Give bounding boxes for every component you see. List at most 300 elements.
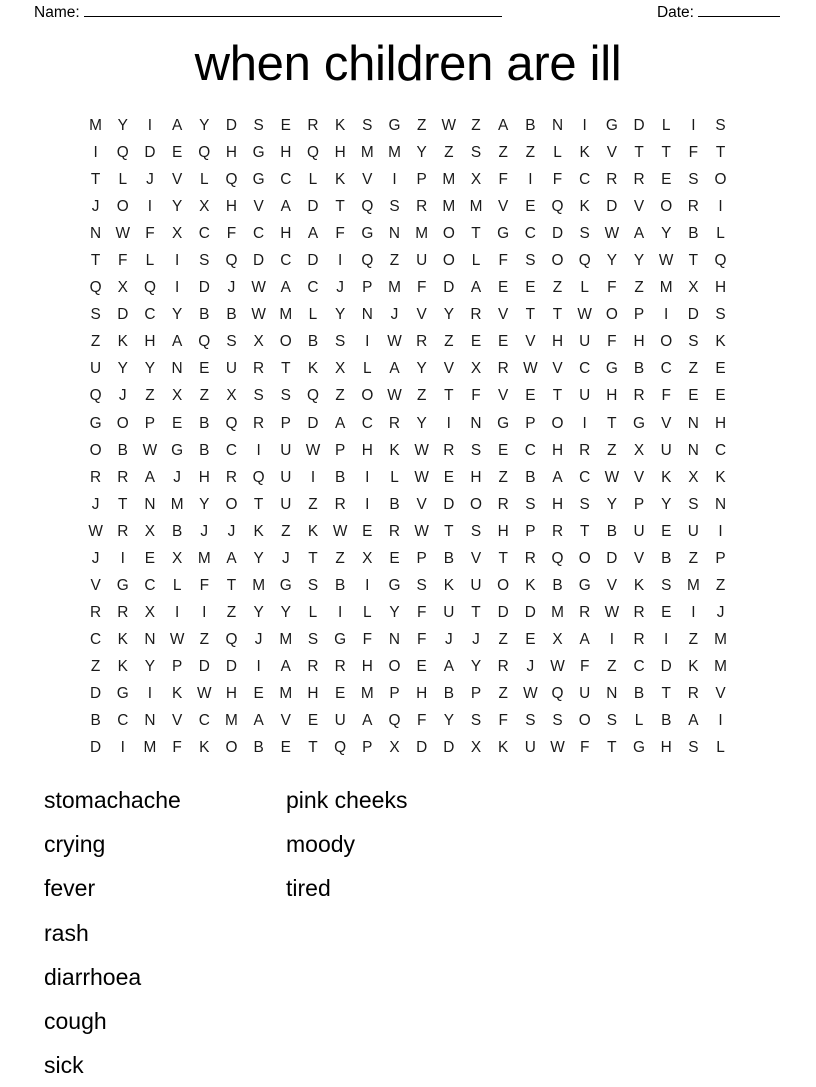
grid-letter[interactable]: Q	[198, 144, 211, 162]
grid-letter[interactable]: K	[633, 576, 645, 594]
grid-letter[interactable]: H	[416, 685, 428, 702]
grid-letter[interactable]: C	[280, 171, 292, 189]
grid-letter[interactable]: S	[470, 522, 482, 540]
grid-letter[interactable]: Z	[688, 360, 699, 378]
grid-letter[interactable]: X	[470, 171, 482, 189]
grid-letter[interactable]: D	[307, 198, 319, 216]
grid-letter[interactable]: C	[524, 225, 536, 243]
grid-letter[interactable]: B	[389, 495, 400, 513]
grid-letter[interactable]: Q	[551, 549, 564, 567]
grid-letter[interactable]: C	[579, 468, 591, 486]
grid-letter[interactable]: U	[334, 712, 346, 730]
grid-letter[interactable]: Y	[171, 198, 183, 216]
grid-letter[interactable]: I	[337, 603, 343, 621]
grid-letter[interactable]: X	[144, 603, 156, 621]
grid-letter[interactable]: F	[362, 630, 372, 648]
grid-letter[interactable]: X	[362, 549, 373, 567]
grid-letter[interactable]: P	[633, 306, 645, 324]
grid-letter[interactable]: Z	[715, 576, 726, 594]
grid-letter[interactable]: V	[633, 468, 645, 486]
grid-letter[interactable]: M	[686, 576, 700, 594]
grid-letter[interactable]: I	[718, 198, 723, 216]
grid-letter[interactable]: N	[144, 495, 156, 513]
grid-letter[interactable]: Q	[334, 739, 347, 757]
grid-letter[interactable]: Q	[361, 198, 374, 216]
grid-letter[interactable]: T	[118, 495, 128, 513]
grid-letter[interactable]: U	[660, 441, 672, 459]
word-list-item[interactable]: rash	[44, 919, 89, 946]
grid-letter[interactable]: S	[688, 495, 699, 513]
grid-letter[interactable]: E	[335, 685, 346, 702]
grid-letter[interactable]: H	[361, 441, 373, 459]
grid-letter[interactable]: R	[443, 441, 455, 459]
grid-letter[interactable]: J	[91, 549, 100, 567]
grid-letter[interactable]: A	[307, 225, 319, 243]
grid-letter[interactable]: C	[253, 225, 265, 243]
grid-letter[interactable]: M	[360, 144, 374, 162]
grid-letter[interactable]: O	[470, 495, 482, 513]
grid-letter[interactable]: R	[633, 171, 645, 189]
grid-letter[interactable]: I	[365, 576, 370, 594]
grid-letter[interactable]: F	[416, 279, 427, 297]
grid-letter[interactable]: N	[388, 630, 401, 648]
grid-letter[interactable]: R	[225, 468, 237, 486]
grid-letter[interactable]: G	[605, 117, 618, 135]
grid-letter[interactable]: J	[472, 630, 480, 648]
grid-letter[interactable]: K	[715, 468, 726, 486]
grid-letter[interactable]: K	[389, 441, 400, 459]
grid-letter[interactable]: J	[254, 630, 263, 648]
grid-letter[interactable]: T	[90, 252, 101, 270]
grid-letter[interactable]: S	[715, 117, 726, 135]
grid-letter[interactable]: A	[470, 279, 482, 297]
grid-letter[interactable]: T	[281, 360, 291, 378]
grid-letter[interactable]: H	[280, 225, 292, 243]
grid-letter[interactable]: J	[146, 171, 154, 189]
grid-letter[interactable]: Y	[117, 117, 128, 135]
grid-letter[interactable]: I	[120, 739, 125, 757]
grid-letter[interactable]: B	[661, 549, 672, 567]
grid-letter[interactable]: Z	[688, 630, 699, 648]
grid-letter[interactable]: T	[579, 522, 590, 540]
grid-letter[interactable]: G	[497, 414, 510, 432]
grid-letter[interactable]: W	[414, 522, 429, 540]
grid-letter[interactable]: F	[688, 144, 699, 162]
grid-letter[interactable]: C	[144, 576, 156, 594]
grid-letter[interactable]: E	[525, 279, 536, 297]
grid-letter[interactable]: F	[471, 387, 481, 405]
grid-letter[interactable]: H	[551, 333, 564, 351]
grid-letter[interactable]: I	[310, 468, 316, 486]
grid-letter[interactable]: B	[633, 360, 645, 378]
grid-letter[interactable]: D	[253, 252, 265, 270]
grid-letter[interactable]: H	[497, 522, 509, 540]
grid-letter[interactable]: G	[279, 576, 292, 594]
grid-letter[interactable]: L	[145, 252, 155, 270]
grid-letter[interactable]: N	[144, 630, 156, 648]
grid-letter[interactable]: W	[142, 441, 158, 459]
grid-letter[interactable]: O	[660, 198, 673, 216]
grid-letter[interactable]: Q	[89, 387, 102, 405]
grid-letter[interactable]: X	[253, 333, 264, 351]
grid-letter[interactable]: O	[578, 712, 591, 730]
grid-letter[interactable]: P	[389, 685, 400, 702]
grid-letter[interactable]: U	[225, 360, 237, 378]
grid-letter[interactable]: L	[363, 360, 372, 378]
grid-letter[interactable]: X	[171, 549, 183, 567]
grid-letter[interactable]: M	[659, 279, 673, 297]
grid-letter[interactable]: T	[607, 739, 617, 757]
grid-letter[interactable]: H	[551, 441, 564, 459]
grid-letter[interactable]: M	[388, 144, 401, 162]
grid-letter[interactable]: M	[415, 225, 429, 243]
grid-letter[interactable]: S	[335, 333, 346, 351]
grid-letter[interactable]: O	[497, 576, 510, 594]
grid-letter[interactable]: D	[687, 306, 699, 324]
grid-letter[interactable]: B	[661, 712, 672, 730]
grid-letter[interactable]: I	[120, 549, 125, 567]
grid-letter[interactable]: Y	[633, 252, 645, 270]
grid-letter[interactable]: I	[446, 414, 451, 432]
grid-letter[interactable]: C	[579, 360, 591, 378]
grid-letter[interactable]: T	[471, 225, 481, 243]
grid-letter[interactable]: E	[715, 387, 726, 405]
grid-letter[interactable]: E	[525, 387, 536, 405]
grid-letter[interactable]: P	[144, 414, 156, 432]
grid-letter[interactable]: D	[633, 117, 645, 135]
grid-letter[interactable]: V	[498, 198, 509, 216]
grid-letter[interactable]: R	[117, 522, 129, 540]
grid-letter[interactable]: A	[253, 712, 264, 730]
grid-letter[interactable]: T	[525, 306, 536, 324]
grid-letter[interactable]: D	[307, 252, 319, 270]
grid-letter[interactable]: I	[174, 279, 180, 297]
grid-letter[interactable]: W	[251, 306, 266, 324]
grid-letter[interactable]: N	[687, 441, 699, 459]
grid-letter[interactable]: N	[551, 117, 564, 135]
grid-letter[interactable]: W	[550, 739, 565, 757]
grid-letter[interactable]: M	[551, 603, 564, 621]
grid-letter[interactable]: D	[660, 657, 672, 675]
grid-letter[interactable]: Z	[498, 685, 508, 702]
grid-letter[interactable]: N	[144, 712, 156, 730]
grid-letter[interactable]: S	[579, 495, 590, 513]
grid-letter[interactable]: J	[91, 495, 100, 513]
grid-letter[interactable]: T	[444, 387, 454, 405]
grid-letter[interactable]: E	[171, 144, 183, 162]
grid-letter[interactable]: M	[197, 549, 211, 567]
grid-letter[interactable]: E	[661, 603, 672, 621]
grid-letter[interactable]: K	[579, 198, 590, 216]
grid-letter[interactable]: F	[172, 739, 182, 757]
grid-letter[interactable]: K	[253, 522, 264, 540]
grid-letter[interactable]: P	[470, 685, 482, 702]
grid-letter[interactable]: D	[524, 603, 536, 621]
grid-letter[interactable]: O	[605, 306, 618, 324]
grid-letter[interactable]: F	[199, 576, 209, 594]
grid-letter[interactable]: L	[363, 603, 372, 621]
grid-letter[interactable]: Z	[199, 387, 209, 405]
word-list-item[interactable]: moody	[286, 831, 356, 858]
grid-letter[interactable]: V	[606, 576, 617, 594]
grid-letter[interactable]: W	[387, 333, 402, 351]
grid-letter[interactable]: A	[280, 198, 291, 216]
grid-letter[interactable]: W	[88, 522, 103, 540]
grid-letter[interactable]: V	[661, 414, 672, 432]
grid-letter[interactable]: N	[361, 306, 373, 324]
grid-letter[interactable]: O	[225, 495, 238, 513]
grid-letter[interactable]: M	[714, 630, 727, 648]
grid-letter[interactable]: R	[633, 387, 645, 405]
grid-letter[interactable]: W	[197, 685, 212, 702]
grid-letter[interactable]: K	[117, 630, 128, 648]
grid-letter[interactable]: Q	[198, 333, 211, 351]
grid-letter[interactable]: X	[335, 360, 346, 378]
grid-letter[interactable]: G	[171, 441, 184, 459]
grid-letter[interactable]: I	[256, 441, 261, 459]
grid-letter[interactable]: L	[661, 117, 671, 135]
grid-letter[interactable]: M	[279, 306, 293, 324]
grid-letter[interactable]: G	[605, 360, 618, 378]
grid-letter[interactable]: O	[714, 171, 727, 189]
grid-letter[interactable]: P	[633, 495, 645, 513]
grid-letter[interactable]: L	[471, 252, 481, 270]
grid-letter[interactable]: R	[307, 117, 319, 135]
grid-letter[interactable]: V	[280, 712, 291, 730]
grid-letter[interactable]: U	[470, 576, 482, 594]
grid-letter[interactable]: S	[715, 306, 726, 324]
grid-letter[interactable]: T	[661, 144, 671, 162]
grid-letter[interactable]: F	[145, 225, 155, 243]
grid-letter[interactable]: F	[607, 279, 617, 297]
grid-letter[interactable]: X	[688, 468, 699, 486]
grid-letter[interactable]: I	[664, 630, 669, 648]
grid-letter[interactable]: E	[307, 712, 319, 730]
grid-letter[interactable]: B	[335, 468, 346, 486]
grid-letter[interactable]: E	[661, 522, 672, 540]
grid-letter[interactable]: K	[335, 117, 346, 135]
grid-letter[interactable]: A	[633, 225, 645, 243]
grid-letter[interactable]: M	[279, 685, 293, 702]
grid-letter[interactable]: D	[497, 603, 509, 621]
grid-letter[interactable]: S	[253, 117, 264, 135]
grid-letter[interactable]: R	[633, 603, 645, 621]
word-list-item[interactable]: pink cheeks	[286, 787, 408, 813]
grid-letter[interactable]: B	[307, 333, 319, 351]
grid-letter[interactable]: Z	[498, 630, 508, 648]
grid-letter[interactable]: B	[171, 522, 183, 540]
grid-letter[interactable]: Q	[306, 144, 319, 162]
grid-letter[interactable]: I	[147, 117, 153, 135]
grid-letter[interactable]: F	[552, 171, 563, 189]
grid-letter[interactable]: G	[633, 739, 646, 757]
grid-letter[interactable]: Z	[444, 333, 454, 351]
grid-letter[interactable]: O	[116, 414, 129, 432]
grid-letter[interactable]: Y	[443, 306, 454, 324]
grid-letter[interactable]: S	[389, 198, 400, 216]
grid-letter[interactable]: C	[524, 441, 536, 459]
grid-letter[interactable]: Z	[498, 468, 508, 486]
grid-letter[interactable]: U	[280, 495, 292, 513]
grid-letter[interactable]: S	[661, 576, 672, 594]
grid-letter[interactable]: R	[388, 522, 401, 540]
grid-letter[interactable]: S	[579, 225, 590, 243]
grid-letter[interactable]: O	[225, 739, 238, 757]
grid-letter[interactable]: I	[174, 252, 180, 270]
grid-letter[interactable]: H	[660, 739, 672, 757]
grid-letter[interactable]: Z	[145, 387, 155, 405]
grid-letter[interactable]: G	[252, 144, 265, 162]
grid-letter[interactable]: U	[280, 468, 292, 486]
grid-letter[interactable]: S	[470, 441, 482, 459]
grid-letter[interactable]: X	[470, 739, 482, 757]
grid-letter[interactable]: G	[116, 685, 129, 702]
grid-letter[interactable]: E	[144, 549, 156, 567]
grid-letter[interactable]: S	[606, 712, 617, 730]
grid-letter[interactable]: Y	[117, 360, 128, 378]
grid-letter[interactable]: S	[199, 252, 210, 270]
grid-letter[interactable]: K	[307, 360, 319, 378]
grid-letter[interactable]: R	[524, 549, 536, 567]
grid-letter[interactable]: G	[633, 414, 646, 432]
grid-letter[interactable]: Y	[171, 306, 183, 324]
grid-letter[interactable]: C	[280, 252, 292, 270]
grid-letter[interactable]: K	[335, 171, 346, 189]
grid-letter[interactable]: J	[336, 279, 344, 297]
grid-letter[interactable]: H	[225, 685, 237, 702]
grid-letter[interactable]: Z	[308, 495, 318, 513]
grid-letter[interactable]: T	[607, 414, 617, 432]
grid-letter[interactable]: S	[470, 144, 482, 162]
grid-letter[interactable]: Z	[335, 549, 345, 567]
grid-letter[interactable]: L	[199, 171, 209, 189]
grid-letter[interactable]: H	[280, 144, 292, 162]
grid-letter[interactable]: R	[470, 306, 482, 324]
grid-letter[interactable]: K	[661, 468, 672, 486]
grid-letter[interactable]: J	[118, 387, 127, 405]
grid-letter[interactable]: N	[714, 495, 727, 513]
grid-letter[interactable]: O	[660, 333, 673, 351]
grid-letter[interactable]: T	[335, 198, 345, 216]
grid-letter[interactable]: S	[525, 495, 536, 513]
grid-letter[interactable]: A	[688, 712, 699, 730]
date-input-line[interactable]	[698, 3, 780, 17]
grid-letter[interactable]: I	[202, 603, 207, 621]
grid-letter[interactable]: E	[498, 441, 509, 459]
grid-letter[interactable]: W	[658, 252, 674, 270]
grid-letter[interactable]: Q	[143, 279, 156, 297]
grid-letter[interactable]: C	[714, 441, 727, 459]
grid-letter[interactable]: T	[308, 739, 318, 757]
grid-letter[interactable]: H	[307, 685, 319, 702]
grid-letter[interactable]: D	[443, 739, 455, 757]
grid-letter[interactable]: U	[579, 387, 591, 405]
grid-letter[interactable]: R	[687, 685, 699, 702]
grid-letter[interactable]: J	[716, 603, 725, 621]
grid-letter[interactable]: R	[307, 657, 319, 675]
grid-letter[interactable]: M	[89, 117, 102, 135]
grid-letter[interactable]: Y	[389, 603, 400, 621]
grid-letter[interactable]: X	[389, 739, 400, 757]
grid-letter[interactable]: R	[416, 198, 428, 216]
grid-letter[interactable]: S	[90, 306, 101, 324]
grid-letter[interactable]: H	[225, 198, 237, 216]
grid-letter[interactable]: I	[147, 198, 153, 216]
grid-letter[interactable]: F	[416, 603, 427, 621]
grid-letter[interactable]: O	[551, 252, 564, 270]
grid-letter[interactable]: A	[226, 549, 237, 567]
grid-letter[interactable]: V	[171, 712, 183, 730]
grid-letter[interactable]: P	[335, 441, 346, 459]
grid-letter[interactable]: G	[388, 576, 401, 594]
grid-letter[interactable]: R	[253, 360, 265, 378]
grid-letter[interactable]: W	[604, 468, 620, 486]
grid-letter[interactable]: W	[387, 387, 402, 405]
grid-letter[interactable]: R	[90, 468, 102, 486]
grid-letter[interactable]: E	[416, 657, 427, 675]
grid-letter[interactable]: Z	[688, 549, 699, 567]
grid-letter[interactable]: P	[525, 414, 536, 432]
grid-letter[interactable]: M	[170, 495, 184, 513]
grid-letter[interactable]: D	[198, 657, 210, 675]
grid-letter[interactable]: A	[552, 468, 563, 486]
grid-letter[interactable]: A	[362, 712, 373, 730]
grid-letter[interactable]: R	[497, 495, 509, 513]
grid-letter[interactable]: U	[687, 522, 699, 540]
grid-letter[interactable]: E	[688, 387, 699, 405]
grid-letter[interactable]: R	[90, 603, 102, 621]
grid-letter[interactable]: Q	[116, 144, 129, 162]
grid-letter[interactable]: H	[633, 333, 645, 351]
grid-letter[interactable]: W	[577, 306, 592, 324]
word-list-item[interactable]: cough	[44, 1008, 107, 1035]
grid-letter[interactable]: B	[226, 306, 237, 324]
grid-letter[interactable]: O	[442, 225, 455, 243]
grid-letter[interactable]: M	[469, 198, 483, 216]
grid-letter[interactable]: I	[691, 117, 696, 135]
grid-letter[interactable]: X	[171, 387, 183, 405]
grid-letter[interactable]: I	[392, 171, 397, 189]
grid-letter[interactable]: B	[253, 739, 264, 757]
grid-letter[interactable]: S	[688, 171, 699, 189]
grid-letter[interactable]: X	[171, 225, 183, 243]
grid-letter[interactable]: S	[525, 252, 536, 270]
grid-letter[interactable]: F	[498, 252, 508, 270]
grid-letter[interactable]: B	[633, 685, 645, 702]
grid-letter[interactable]: S	[688, 333, 699, 351]
grid-letter[interactable]: T	[471, 603, 481, 621]
grid-letter[interactable]: V	[362, 171, 373, 189]
grid-letter[interactable]: U	[90, 360, 102, 378]
grid-letter[interactable]: U	[579, 685, 591, 702]
grid-letter[interactable]: L	[716, 739, 725, 757]
grid-letter[interactable]: N	[687, 414, 699, 432]
grid-letter[interactable]: K	[117, 333, 128, 351]
grid-letter[interactable]: F	[579, 739, 590, 757]
grid-letter[interactable]: T	[634, 144, 644, 162]
grid-letter[interactable]: K	[498, 739, 509, 757]
grid-letter[interactable]: R	[633, 630, 645, 648]
grid-letter[interactable]: Q	[388, 712, 401, 730]
grid-letter[interactable]: L	[308, 603, 318, 621]
grid-letter[interactable]: F	[498, 171, 508, 189]
grid-letter[interactable]: Z	[471, 117, 481, 135]
grid-letter[interactable]: K	[307, 522, 319, 540]
grid-letter[interactable]: S	[253, 387, 264, 405]
grid-letter[interactable]: B	[688, 225, 699, 243]
grid-letter[interactable]: B	[199, 414, 210, 432]
grid-letter[interactable]: B	[443, 549, 454, 567]
